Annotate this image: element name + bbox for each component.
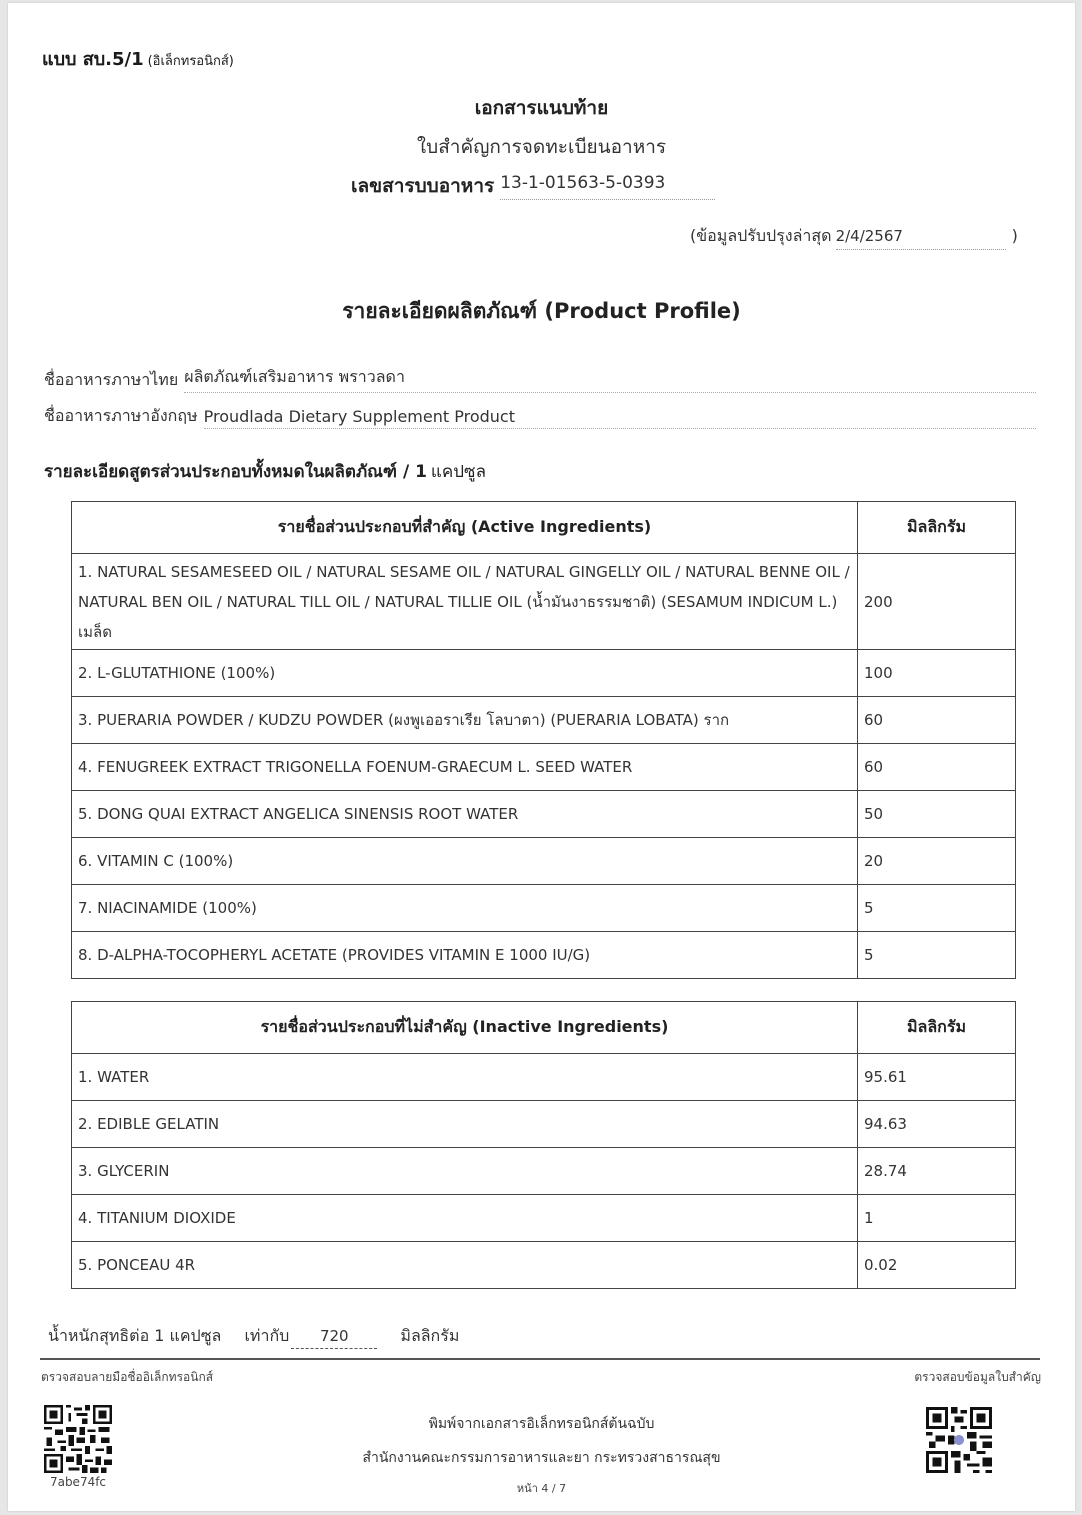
- registration-number: 13-1-01563-5-0393: [500, 173, 715, 200]
- verify-signature-label: ตรวจสอบลายมือชื่ออิเล็กทรอนิกส์: [41, 1370, 214, 1384]
- table-row: [72, 744, 1016, 791]
- certificate-qr-code-icon[interactable]: [926, 1407, 992, 1473]
- header-amount: มิลลิกรัม: [858, 502, 1016, 554]
- document-page: [8, 3, 1075, 1511]
- thai-name-value: ผลิตภัณฑ์เสริมอาหาร พราวลดา: [184, 365, 1036, 393]
- registration-row: [351, 171, 715, 201]
- page-number: หน้า 4 / 7: [516, 1482, 567, 1495]
- printed-from-label: พิมพ์จากเอกสารอิเล็กทรอนิกส์ต้นฉบับ: [428, 1416, 655, 1432]
- ingredient-amount: 5: [858, 885, 1016, 932]
- ingredient-name: 7. NIACINAMIDE (100%): [72, 885, 858, 932]
- last-update-row: [690, 224, 1018, 250]
- document-title: เอกสารแนบท้าย: [474, 97, 609, 119]
- ingredient-amount: 200: [858, 554, 1016, 650]
- thai-name-label: ชื่ออาหารภาษาไทย: [44, 370, 179, 389]
- ingredient-name: 4. TITANIUM DIOXIDE: [72, 1195, 858, 1242]
- ingredient-name: 1. WATER: [72, 1054, 858, 1101]
- table-row: [72, 650, 1016, 697]
- inactive-ingredients-table: [71, 1001, 1016, 1289]
- product-profile-title: รายละเอียดผลิตภัณฑ์ (Product Profile): [342, 299, 741, 323]
- qr-code-text: 7abe74fc: [49, 1475, 107, 1489]
- thai-name-row: [44, 365, 1036, 393]
- ingredient-amount: 20: [858, 838, 1016, 885]
- ingredient-amount: 28.74: [858, 1148, 1016, 1195]
- table-header-row: [72, 1002, 1016, 1054]
- english-name-row: [44, 404, 1036, 429]
- table-row: [72, 697, 1016, 744]
- last-update-label: (ข้อมูลปรับปรุงล่าสุด: [690, 226, 832, 245]
- ingredient-name: 8. D-ALPHA-TOCOPHERYL ACETATE (PROVIDES VITAMIN E 1000 IU/G): [72, 932, 858, 979]
- formula-title-text: รายละเอียดสูตรส่วนประกอบทั้งหมดในผลิตภัณฑ์ / 1: [44, 462, 427, 482]
- form-code-sub: (อิเล็กทรอนิกส์): [147, 54, 234, 69]
- table-row: [72, 1242, 1016, 1289]
- table-row: [72, 885, 1016, 932]
- formula-title: [44, 458, 486, 485]
- english-name-label: ชื่ออาหารภาษาอังกฤษ: [44, 406, 198, 425]
- table-header-row: [72, 502, 1016, 554]
- ingredient-name: 6. VITAMIN C (100%): [72, 838, 858, 885]
- net-weight-equals: เท่ากับ: [244, 1326, 290, 1345]
- header-amount: มิลลิกรัม: [858, 1002, 1016, 1054]
- ingredient-amount: 60: [858, 697, 1016, 744]
- net-weight-label: น้ำหนักสุทธิต่อ 1 แคปซูล: [48, 1326, 222, 1345]
- ingredient-name: 1. NATURAL SESAMESEED OIL / NATURAL SESAME OIL / NATURAL GINGELLY OIL / NATURAL BENNE OIL / NATURAL BEN OIL / NATURAL TILL OIL / NATURAL TILLIE OIL (น้ำมันงาธรรมชาติ) (SESAMUM INDICUM L.) เมล็ด: [72, 554, 858, 650]
- registration-label: เลขสารบบอาหาร: [351, 175, 495, 197]
- table-row: [72, 554, 1016, 650]
- footer-divider: [40, 1358, 1040, 1360]
- ingredient-name: 5. DONG QUAI EXTRACT ANGELICA SINENSIS ROOT WATER: [72, 791, 858, 838]
- table-row: [72, 1148, 1016, 1195]
- last-update-close: ): [1011, 226, 1018, 245]
- table-row: [72, 932, 1016, 979]
- ingredient-name: 2. L-GLUTATHIONE (100%): [72, 650, 858, 697]
- table-row: [72, 1054, 1016, 1101]
- formula-unit: แคปซูล: [430, 462, 486, 482]
- ingredient-amount: 60: [858, 744, 1016, 791]
- table-row: [72, 1195, 1016, 1242]
- ingredient-name: 5. PONCEAU 4R: [72, 1242, 858, 1289]
- ingredient-amount: 95.61: [858, 1054, 1016, 1101]
- ingredient-amount: 1: [858, 1195, 1016, 1242]
- table-row: [72, 1101, 1016, 1148]
- ingredient-amount: 94.63: [858, 1101, 1016, 1148]
- header-ingredient-name: รายชื่อส่วนประกอบที่สำคัญ (Active Ingredients): [72, 502, 858, 554]
- active-ingredients-table: [71, 501, 1016, 979]
- ingredient-amount: 0.02: [858, 1242, 1016, 1289]
- ingredient-amount: 5: [858, 932, 1016, 979]
- net-weight-unit: มิลลิกรัม: [400, 1326, 460, 1345]
- table-row: [72, 791, 1016, 838]
- table-row: [72, 838, 1016, 885]
- form-code: [42, 44, 234, 73]
- verify-certificate-label: ตรวจสอบข้อมูลใบสำคัญ: [914, 1370, 1041, 1384]
- ingredient-name: 4. FENUGREEK EXTRACT TRIGONELLA FOENUM-GRAECUM L. SEED WATER: [72, 744, 858, 791]
- ingredient-name: 2. EDIBLE GELATIN: [72, 1101, 858, 1148]
- ingredient-name: 3. PUERARIA POWDER / KUDZU POWDER (ผงพูเออราเรีย โลบาตา) (PUERARIA LOBATA) ราก: [72, 697, 858, 744]
- ingredient-amount: 50: [858, 791, 1016, 838]
- net-weight-row: [48, 1324, 459, 1349]
- header-ingredient-name: รายชื่อส่วนประกอบที่ไม่สำคัญ (Inactive Ingredients): [72, 1002, 858, 1054]
- net-weight-value: 720: [291, 1327, 377, 1349]
- ingredient-amount: 100: [858, 650, 1016, 697]
- form-code-label: แบบ สบ.5/1: [42, 49, 144, 70]
- english-name-value: Proudlada Dietary Supplement Product: [204, 407, 1036, 429]
- document-subtitle: ใบสำคัญการจดทะเบียนอาหาร: [416, 136, 667, 158]
- last-update-date: 2/4/2567: [836, 227, 1006, 250]
- ingredient-name: 3. GLYCERIN: [72, 1148, 858, 1195]
- agency-label: สำนักงานคณะกรรมการอาหารและยา กระทรวงสาธารณสุข: [362, 1450, 721, 1466]
